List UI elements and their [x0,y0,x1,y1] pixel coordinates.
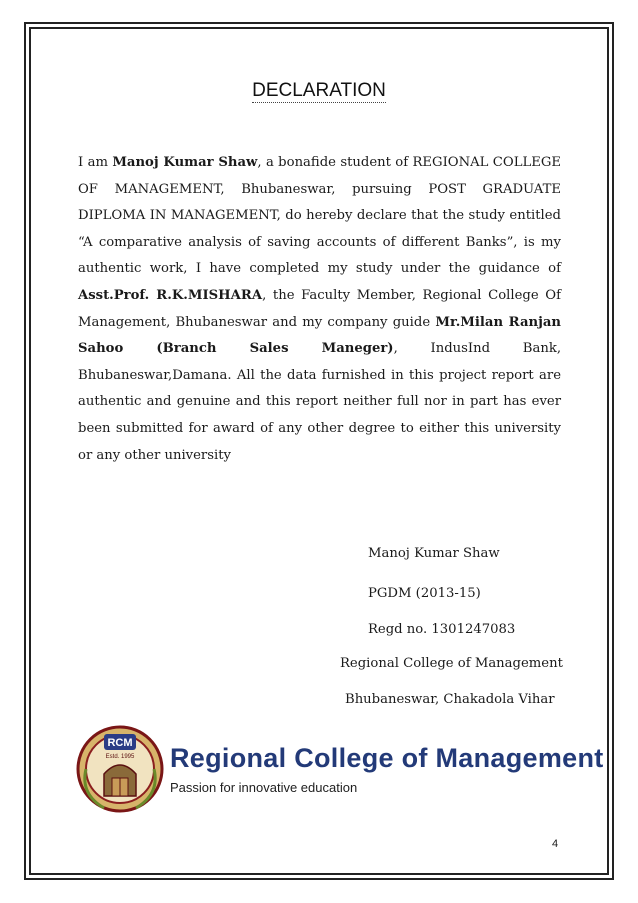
college-logo [74,724,604,814]
paragraph-text: I am [78,155,113,170]
svg-text:Estd. 1995: Estd. 1995 [105,754,135,760]
paragraph-text: , the Faculty Member, Regional College Of Management, Bhubaneswar and my company guide [78,287,561,330]
logo-tagline: Passion for innovative education [170,780,358,795]
paragraph-emphasis: Asst.Prof. R.K.MISHARA [78,287,263,303]
signature-name: Manoj Kumar Shaw [368,546,500,561]
signature-location: Bhubaneswar, Chakadola Vihar [345,692,555,707]
declaration-paragraph [78,150,561,469]
signature-college: Regional College of Management [340,656,563,671]
signature-program: PGDM (2013-15) [368,586,481,601]
svg-text:RCM: RCM [107,737,133,749]
paragraph-text: , IndusInd Bank, Bhubaneswar,Damana. All the data furnished in this project report are authentic and genuine and this report neither full nor in part has ever been submitted for award of any other degree to either this university or any other university [78,341,562,463]
logo-college-name: Regional College of Management [170,743,604,773]
page-title [0,80,638,102]
paragraph-text: , a bonafide student of REGIONAL COLLEGE OF MANAGEMENT, Bhubaneswar, pursuing POST GRADUATE DIPLOMA IN MANAGEMENT, do hereby declare that the study entitled “A comparative analysis of saving accounts of different Banks”, is my authentic work, I have completed my study under the guidance of [78,155,561,277]
paragraph-emphasis: Mr.Milan Ranjan Sahoo (Branch Sales Maneger) [78,314,561,357]
signature-regd: Regd no. 1301247083 [368,622,516,637]
page-number: 4 [552,838,559,850]
title-text: DECLARATION [252,80,386,101]
paragraph-emphasis: Manoj Kumar Shaw [112,155,258,170]
rcm-emblem-icon [74,724,166,814]
